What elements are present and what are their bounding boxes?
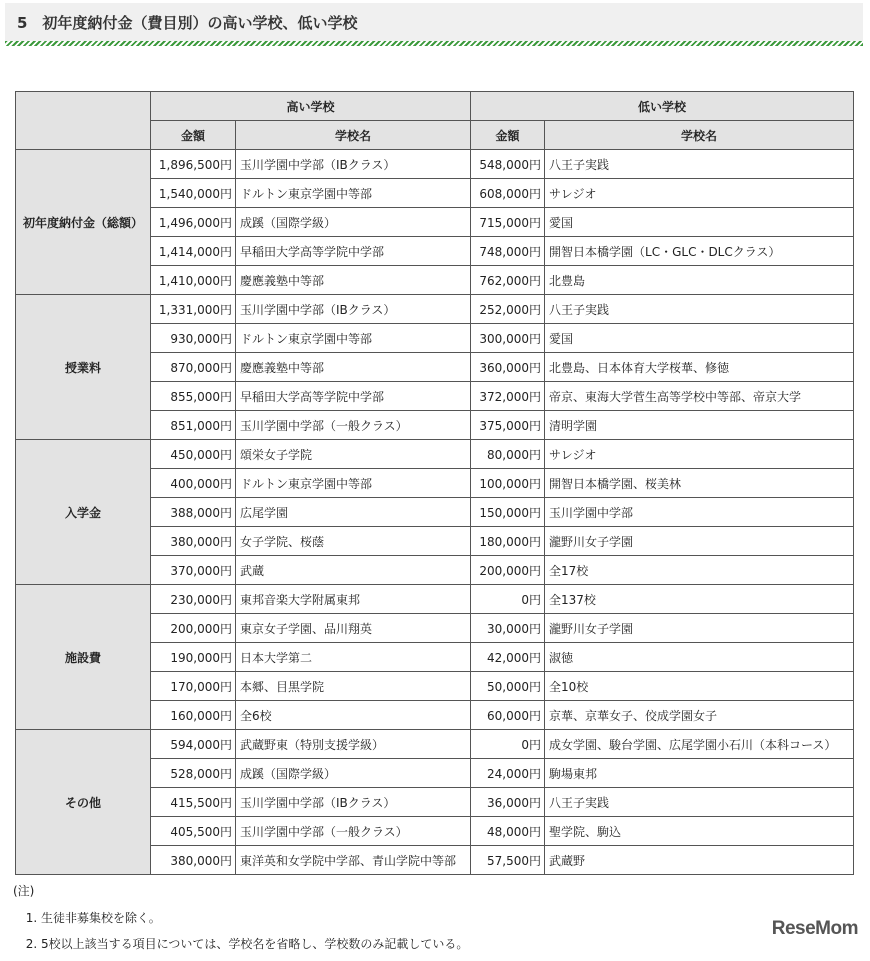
high-amount-cell: 528,000円 — [151, 759, 236, 788]
high-school-cell: 東洋英和女学院中学部、青山学院中等部 — [236, 846, 471, 875]
high-school-cell: 女子学院、桜蔭 — [236, 527, 471, 556]
low-school-cell: 武蔵野 — [545, 846, 854, 875]
low-school-cell: 八王子実践 — [545, 788, 854, 817]
high-school-cell: 東邦音楽大学附属東邦 — [236, 585, 471, 614]
low-amount-cell: 57,500円 — [471, 846, 545, 875]
high-amount-cell: 405,500円 — [151, 817, 236, 846]
high-amount-cell: 190,000円 — [151, 643, 236, 672]
table-row — [16, 440, 854, 469]
low-amount-cell: 715,000円 — [471, 208, 545, 237]
high-school-cell: 早稲田大学高等学院中学部 — [236, 237, 471, 266]
low-school-cell: 八王子実践 — [545, 295, 854, 324]
high-school-cell: 武蔵野東（特別支援学級） — [236, 730, 471, 759]
high-school-cell: 武蔵 — [236, 556, 471, 585]
high-school-cell: 早稲田大学高等学院中学部 — [236, 382, 471, 411]
high-amount-cell: 160,000円 — [151, 701, 236, 730]
high-amount-cell: 415,500円 — [151, 788, 236, 817]
note-item: 1. 生徒非募集校を除く。 — [41, 909, 468, 926]
note-item: 2. 5校以上該当する項目については、学校名を省略し、学校数のみ記載している。 — [41, 935, 468, 952]
low-amount-cell: 30,000円 — [471, 614, 545, 643]
fees-table — [15, 91, 854, 875]
low-school-cell: 瀧野川女子学園 — [545, 614, 854, 643]
low-amount-cell: 48,000円 — [471, 817, 545, 846]
high-school-cell: ドルトン東京学園中等部 — [236, 179, 471, 208]
high-amount-cell: 1,410,000円 — [151, 266, 236, 295]
high-school-cell: 玉川学園中学部（IBクラス） — [236, 150, 471, 179]
section-title: 5 初年度納付金（費目別）の高い学校、低い学校 — [17, 14, 358, 32]
low-school-cell: 淑徳 — [545, 643, 854, 672]
high-school-cell: ドルトン東京学園中等部 — [236, 324, 471, 353]
high-school-cell: 玉川学園中学部（IBクラス） — [236, 295, 471, 324]
low-amount-cell: 180,000円 — [471, 527, 545, 556]
low-school-cell: 駒場東邦 — [545, 759, 854, 788]
low-school-cell: 瀧野川女子学園 — [545, 527, 854, 556]
low-amount-cell: 252,000円 — [471, 295, 545, 324]
low-amount-header: 金額 — [471, 121, 545, 150]
low-school-cell: サレジオ — [545, 179, 854, 208]
high-amount-cell: 1,896,500円 — [151, 150, 236, 179]
notes — [13, 882, 468, 961]
high-school-cell: 玉川学園中学部（一般クラス） — [236, 817, 471, 846]
low-amount-cell: 80,000円 — [471, 440, 545, 469]
notes-list — [13, 909, 468, 952]
high-school-cell: ドルトン東京学園中等部 — [236, 469, 471, 498]
low-amount-cell: 42,000円 — [471, 643, 545, 672]
logo-text: ReseMom — [771, 918, 858, 939]
high-amount-cell: 450,000円 — [151, 440, 236, 469]
low-amount-cell: 0円 — [471, 585, 545, 614]
fees-table-body — [16, 150, 854, 875]
low-school-cell: 愛国 — [545, 208, 854, 237]
category-label: 初年度納付金（総額） — [16, 150, 151, 295]
high-amount-header: 金額 — [151, 121, 236, 150]
low-school-cell: 京華、京華女子、佼成学園女子 — [545, 701, 854, 730]
high-school-cell: 全6校 — [236, 701, 471, 730]
table-row — [16, 295, 854, 324]
category-label: 入学金 — [16, 440, 151, 585]
high-school-cell: 広尾学園 — [236, 498, 471, 527]
high-school-cell: 成蹊（国際学級） — [236, 208, 471, 237]
table-row — [16, 730, 854, 759]
low-amount-cell: 36,000円 — [471, 788, 545, 817]
low-school-cell: 開智日本橋学園、桜美林 — [545, 469, 854, 498]
high-amount-cell: 1,331,000円 — [151, 295, 236, 324]
high-amount-cell: 200,000円 — [151, 614, 236, 643]
high-amount-cell: 230,000円 — [151, 585, 236, 614]
high-school-cell: 成蹊（国際学級） — [236, 759, 471, 788]
low-amount-cell: 748,000円 — [471, 237, 545, 266]
low-school-cell: 帝京、東海大学菅生高等学校中等部、帝京大学 — [545, 382, 854, 411]
high-amount-cell: 1,496,000円 — [151, 208, 236, 237]
high-amount-cell: 170,000円 — [151, 672, 236, 701]
high-school-cell: 玉川学園中学部（IBクラス） — [236, 788, 471, 817]
table-row — [16, 585, 854, 614]
high-school-cell: 慶應義塾中等部 — [236, 353, 471, 382]
low-school-cell: 開智日本橋学園（LC・GLC・DLCクラス） — [545, 237, 854, 266]
low-amount-cell: 372,000円 — [471, 382, 545, 411]
low-school-cell: サレジオ — [545, 440, 854, 469]
title-underline-stripe — [5, 41, 863, 46]
high-amount-cell: 388,000円 — [151, 498, 236, 527]
high-amount-cell: 380,000円 — [151, 527, 236, 556]
low-school-cell: 北豊島、日本体育大学桜華、修徳 — [545, 353, 854, 382]
high-school-cell: 東京女子学園、品川翔英 — [236, 614, 471, 643]
low-school-cell: 全137校 — [545, 585, 854, 614]
table-header-row-1 — [16, 92, 854, 121]
low-school-cell: 聖学院、駒込 — [545, 817, 854, 846]
low-school-cell: 北豊島 — [545, 266, 854, 295]
high-school-cell: 慶應義塾中等部 — [236, 266, 471, 295]
category-label: 施設費 — [16, 585, 151, 730]
high-amount-cell: 1,414,000円 — [151, 237, 236, 266]
high-schools-header: 高い学校 — [151, 92, 471, 121]
low-schools-header: 低い学校 — [471, 92, 854, 121]
category-label: その他 — [16, 730, 151, 875]
low-school-cell: 愛国 — [545, 324, 854, 353]
category-label: 授業料 — [16, 295, 151, 440]
high-amount-cell: 370,000円 — [151, 556, 236, 585]
low-amount-cell: 548,000円 — [471, 150, 545, 179]
low-school-cell: 全17校 — [545, 556, 854, 585]
low-amount-cell: 360,000円 — [471, 353, 545, 382]
high-school-cell: 日本大学第二 — [236, 643, 471, 672]
low-amount-cell: 24,000円 — [471, 759, 545, 788]
high-amount-cell: 870,000円 — [151, 353, 236, 382]
high-amount-cell: 1,540,000円 — [151, 179, 236, 208]
low-school-cell: 八王子実践 — [545, 150, 854, 179]
high-amount-cell: 851,000円 — [151, 411, 236, 440]
section-title-bar — [5, 3, 863, 41]
low-amount-cell: 0円 — [471, 730, 545, 759]
high-school-header: 学校名 — [236, 121, 471, 150]
table-row — [16, 150, 854, 179]
resemom-logo — [772, 918, 858, 940]
low-amount-cell: 300,000円 — [471, 324, 545, 353]
high-school-cell: 玉川学園中学部（一般クラス） — [236, 411, 471, 440]
high-amount-cell: 380,000円 — [151, 846, 236, 875]
high-amount-cell: 594,000円 — [151, 730, 236, 759]
low-amount-cell: 100,000円 — [471, 469, 545, 498]
low-amount-cell: 608,000円 — [471, 179, 545, 208]
notes-heading: (注) — [13, 884, 35, 898]
low-amount-cell: 375,000円 — [471, 411, 545, 440]
low-amount-cell: 60,000円 — [471, 701, 545, 730]
high-amount-cell: 930,000円 — [151, 324, 236, 353]
low-amount-cell: 150,000円 — [471, 498, 545, 527]
low-amount-cell: 762,000円 — [471, 266, 545, 295]
low-school-cell: 成女学園、駿台学園、広尾学園小石川（本科コース） — [545, 730, 854, 759]
low-school-cell: 全10校 — [545, 672, 854, 701]
low-school-cell: 清明学園 — [545, 411, 854, 440]
low-amount-cell: 50,000円 — [471, 672, 545, 701]
low-school-header: 学校名 — [545, 121, 854, 150]
low-school-cell: 玉川学園中学部 — [545, 498, 854, 527]
high-amount-cell: 400,000円 — [151, 469, 236, 498]
high-school-cell: 頌栄女子学院 — [236, 440, 471, 469]
low-amount-cell: 200,000円 — [471, 556, 545, 585]
high-amount-cell: 855,000円 — [151, 382, 236, 411]
corner-header-cell — [16, 92, 151, 150]
high-school-cell: 本郷、目黒学院 — [236, 672, 471, 701]
